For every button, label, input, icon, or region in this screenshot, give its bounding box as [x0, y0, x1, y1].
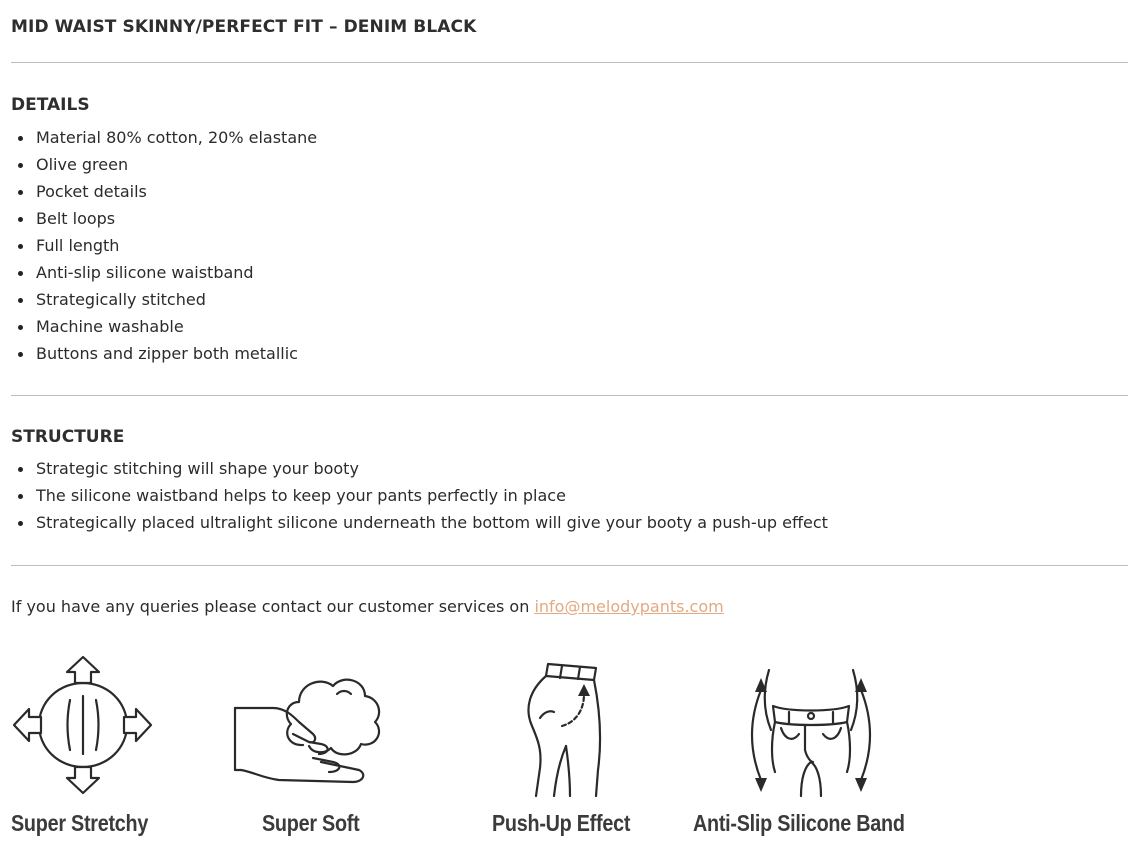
feature-push-up-effect	[480, 650, 650, 850]
details-heading: DETAILS	[11, 95, 90, 115]
list-item: Material 80% cotton, 20% elastane	[11, 124, 317, 151]
feature-label: Super Stretchy	[11, 810, 149, 836]
product-title: MID WAIST SKINNY/PERFECT FIT – DENIM BLACK	[11, 17, 477, 37]
feature-super-soft	[233, 650, 423, 850]
list-item: Anti-slip silicone waistband	[11, 259, 317, 286]
list-item: Strategic stitching will shape your booty	[11, 455, 828, 482]
list-item: Belt loops	[11, 205, 317, 232]
contact-email-link[interactable]: info@melodypants.com	[534, 597, 724, 616]
list-item: Strategically placed ultralight silicone underneath the bottom will give your booty a push-up effect	[11, 509, 828, 536]
list-item: Olive green	[11, 151, 317, 178]
list-item: Buttons and zipper both metallic	[11, 340, 317, 367]
divider	[11, 62, 1128, 63]
contact-text: If you have any queries please contact our customer services on	[11, 597, 535, 616]
list-item: Pocket details	[11, 178, 317, 205]
feature-label: Anti-Slip Silicone Band	[693, 810, 905, 836]
waistband-pants-icon	[741, 650, 881, 800]
divider	[11, 565, 1128, 566]
list-item: Full length	[11, 232, 317, 259]
contact-line	[11, 596, 724, 618]
list-item: The silicone waistband helps to keep your pants perfectly in place	[11, 482, 828, 509]
stretch-arrows-icon	[11, 650, 156, 795]
details-list	[11, 124, 317, 367]
feature-label: Push-Up Effect	[492, 810, 631, 836]
structure-heading: STRUCTURE	[11, 427, 125, 447]
divider	[11, 395, 1128, 396]
feature-anti-slip-silicone-band	[693, 650, 953, 850]
push-up-pants-icon	[480, 650, 610, 800]
list-item: Strategically stitched	[11, 286, 317, 313]
list-item: Machine washable	[11, 313, 317, 340]
feature-super-stretchy	[11, 650, 191, 850]
hand-cloud-icon	[233, 650, 393, 790]
feature-label: Super Soft	[262, 810, 360, 836]
structure-list	[11, 455, 828, 536]
